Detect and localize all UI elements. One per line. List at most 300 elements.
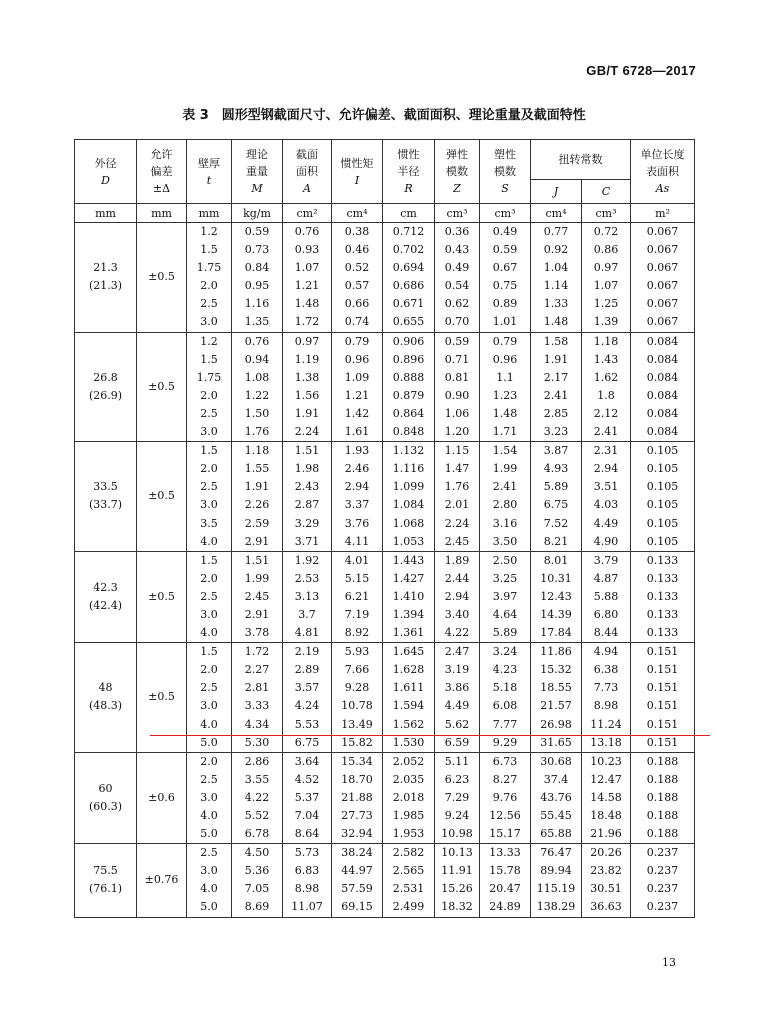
table-cell: 3.0	[187, 313, 232, 332]
table-cell: 0.73	[232, 241, 283, 259]
outer-diameter-alt: (76.1)	[88, 882, 123, 896]
table-cell: 2.0	[187, 570, 232, 588]
units-row	[75, 204, 695, 223]
table-cell: 10.23	[582, 752, 631, 771]
table-cell: 1.33	[531, 295, 582, 313]
table-row	[75, 332, 695, 351]
table-cell: 0.75	[480, 277, 531, 295]
table-cell: 1.56	[283, 387, 332, 405]
table-cell: 0.067	[631, 241, 695, 259]
table-cell: 3.76	[332, 515, 383, 533]
table-cell: 0.133	[631, 624, 695, 643]
table-cell: 15.78	[480, 862, 531, 880]
table-cell: 1.22	[232, 387, 283, 405]
table-cell: 0.067	[631, 295, 695, 313]
table-cell: 18.32	[435, 898, 480, 917]
table-cell: 0.72	[582, 223, 631, 242]
table-cell: 1.132	[383, 442, 435, 461]
header-symbol: D	[101, 173, 110, 187]
table-cell: 0.133	[631, 551, 695, 570]
table-cell: 12.56	[480, 807, 531, 825]
table-cell: 3.57	[283, 679, 332, 697]
table-cell: 0.96	[332, 351, 383, 369]
table-cell: 0.151	[631, 643, 695, 662]
table-cell: 0.76	[232, 332, 283, 351]
table-cell: 1.2	[187, 332, 232, 351]
table-cell: 1.75	[187, 259, 232, 277]
table-cell: 2.12	[582, 405, 631, 423]
table-cell: 0.92	[531, 241, 582, 259]
table-cell: 13.49	[332, 716, 383, 734]
table-cell: 1.48	[480, 405, 531, 423]
table-cell: 0.084	[631, 423, 695, 442]
table-cell: 17.84	[531, 624, 582, 643]
table-cell: 6.75	[283, 734, 332, 753]
header-label: 重量	[246, 165, 268, 178]
unit-cell: cm⁴	[531, 204, 582, 223]
table-cell: 0.151	[631, 697, 695, 715]
table-cell: 1.8	[582, 387, 631, 405]
table-cell: 5.89	[531, 478, 582, 496]
table-cell: 0.133	[631, 606, 695, 624]
table-cell: 5.37	[283, 789, 332, 807]
table-cell: 0.084	[631, 405, 695, 423]
table-cell: 1.1	[480, 369, 531, 387]
table-cell: 1.55	[232, 460, 283, 478]
table-cell: 0.084	[631, 387, 695, 405]
table-cell: 20.47	[480, 880, 531, 898]
table-cell: 2.81	[232, 679, 283, 697]
table-cell: 1.07	[582, 277, 631, 295]
table-cell: 4.22	[232, 789, 283, 807]
table-cell: 2.035	[383, 771, 435, 789]
table-cell: 1.5	[187, 442, 232, 461]
outer-diameter: 42.3	[93, 580, 118, 594]
header-label: 惯性矩	[340, 156, 374, 170]
header-plastic-modulus	[480, 140, 531, 204]
table-cell: 0.59	[435, 332, 480, 351]
unit-cell: cm³	[435, 204, 480, 223]
table-cell: 4.34	[232, 716, 283, 734]
table-row	[75, 643, 695, 662]
table-cell: 0.90	[435, 387, 480, 405]
table-cell: 2.27	[232, 661, 283, 679]
table-cell: 1.07	[283, 259, 332, 277]
table-cell: 0.848	[383, 423, 435, 442]
table-cell: 2.91	[232, 606, 283, 624]
table-cell: 0.084	[631, 369, 695, 387]
table-cell: 5.88	[582, 588, 631, 606]
table-cell: 9.24	[435, 807, 480, 825]
table-cell: 14.39	[531, 606, 582, 624]
table-cell: 1.99	[232, 570, 283, 588]
table-cell: 1.116	[383, 460, 435, 478]
table-cell: 26.98	[531, 716, 582, 734]
table-cell: 1.09	[332, 369, 383, 387]
table-row	[75, 752, 695, 771]
table-cell: 2.87	[283, 496, 332, 514]
table-cell: 0.97	[582, 259, 631, 277]
table-cell: 3.0	[187, 423, 232, 442]
table-cell: 2.5	[187, 679, 232, 697]
table-cell: 1.51	[232, 551, 283, 570]
header-symbol: t	[206, 173, 212, 187]
table-cell: 0.96	[480, 351, 531, 369]
table-cell: 3.24	[480, 643, 531, 662]
table-cell: 5.73	[283, 844, 332, 863]
table-cell: 0.76	[283, 223, 332, 242]
table-body	[75, 223, 695, 918]
table-cell: 1.20	[435, 423, 480, 442]
unit-cell: cm³	[582, 204, 631, 223]
table-cell: 1.08	[232, 369, 283, 387]
table-cell: 2.53	[283, 570, 332, 588]
table-cell: 0.79	[332, 332, 383, 351]
red-annotation-line	[150, 735, 710, 736]
table-cell: 7.05	[232, 880, 283, 898]
outer-diameter-cell	[75, 223, 137, 333]
table-cell: 2.80	[480, 496, 531, 514]
table-cell: 44.97	[332, 862, 383, 880]
table-cell: 1.54	[480, 442, 531, 461]
table-cell: 21.96	[582, 825, 631, 844]
table-cell: 1.75	[187, 369, 232, 387]
table-cell: 6.38	[582, 661, 631, 679]
table-cell: 0.151	[631, 661, 695, 679]
table-cell: 2.0	[187, 661, 232, 679]
header-label: 表面积	[646, 165, 679, 178]
table-cell: 31.65	[531, 734, 582, 753]
header-label: 弹性	[446, 148, 468, 161]
table-cell: 1.23	[480, 387, 531, 405]
table-cell: 6.23	[435, 771, 480, 789]
table-cell: 7.77	[480, 716, 531, 734]
table-cell: 2.41	[582, 423, 631, 442]
table-cell: 15.34	[332, 752, 383, 771]
table-cell: 4.81	[283, 624, 332, 643]
header-label: 塑性	[494, 148, 516, 161]
table-cell: 43.76	[531, 789, 582, 807]
table-cell: 8.69	[232, 898, 283, 917]
table-cell: 65.88	[531, 825, 582, 844]
table-cell: 1.76	[435, 478, 480, 496]
table-cell: 1.645	[383, 643, 435, 662]
table-cell: 1.91	[232, 478, 283, 496]
outer-diameter: 48	[98, 681, 113, 695]
table-cell: 24.89	[480, 898, 531, 917]
table-cell: 1.21	[283, 277, 332, 295]
header-radius-of-gyration	[383, 140, 435, 204]
table-cell: 3.23	[531, 423, 582, 442]
header-outer-diameter	[75, 140, 137, 204]
table-cell: 0.70	[435, 313, 480, 332]
table-cell: 12.43	[531, 588, 582, 606]
table-cell: 1.72	[232, 643, 283, 662]
table-cell: 12.47	[582, 771, 631, 789]
table-cell: 1.594	[383, 697, 435, 715]
table-cell: 0.62	[435, 295, 480, 313]
table-cell: 8.98	[582, 697, 631, 715]
table-cell: 0.71	[435, 351, 480, 369]
table-cell: 2.5	[187, 295, 232, 313]
table-cell: 3.97	[480, 588, 531, 606]
deviation-cell: ±0.5	[137, 223, 187, 333]
table-cell: 3.40	[435, 606, 480, 624]
table-cell: 0.896	[383, 351, 435, 369]
table-cell: 2.50	[480, 551, 531, 570]
outer-diameter-alt: (48.3)	[88, 699, 123, 713]
table-cell: 0.237	[631, 844, 695, 863]
table-cell: 0.105	[631, 478, 695, 496]
table-cell: 9.28	[332, 679, 383, 697]
table-cell: 4.03	[582, 496, 631, 514]
header-torsion-constant	[531, 140, 631, 180]
outer-diameter: 33.5	[93, 480, 118, 494]
table-cell: 8.92	[332, 624, 383, 643]
unit-cell: cm²	[283, 204, 332, 223]
table-cell: 2.86	[232, 752, 283, 771]
table-cell: 2.44	[435, 570, 480, 588]
table-cell: 2.45	[232, 588, 283, 606]
table-cell: 0.105	[631, 496, 695, 514]
table-cell: 1.5	[187, 241, 232, 259]
table-cell: 8.44	[582, 624, 631, 643]
table-cell: 5.93	[332, 643, 383, 662]
table-cell: 1.50	[232, 405, 283, 423]
table-cell: 4.87	[582, 570, 631, 588]
table-cell: 7.52	[531, 515, 582, 533]
table-cell: 1.06	[435, 405, 480, 423]
outer-diameter-cell	[75, 844, 137, 917]
table-cell: 1.91	[531, 351, 582, 369]
table-cell: 6.75	[531, 496, 582, 514]
deviation-cell: ±0.5	[137, 332, 187, 442]
table-cell: 0.133	[631, 588, 695, 606]
table-row	[75, 844, 695, 863]
table-cell: 1.2	[187, 223, 232, 242]
table-cell: 5.53	[283, 716, 332, 734]
header-label: 单位长度	[640, 148, 685, 161]
standard-code: GB/T 6728—2017	[586, 63, 696, 78]
table-cell: 3.0	[187, 789, 232, 807]
table-cell: 3.25	[480, 570, 531, 588]
table-cell: 1.5	[187, 351, 232, 369]
header-label: 面积	[296, 165, 318, 178]
table-cell: 0.105	[631, 442, 695, 461]
table-cell: 6.21	[332, 588, 383, 606]
table-cell: 0.084	[631, 351, 695, 369]
deviation-cell: ±0.76	[137, 844, 187, 917]
table-cell: 1.51	[283, 442, 332, 461]
table-cell: 1.053	[383, 533, 435, 552]
table-cell: 1.427	[383, 570, 435, 588]
table-cell: 2.45	[435, 533, 480, 552]
table-cell: 6.80	[582, 606, 631, 624]
table-cell: 2.052	[383, 752, 435, 771]
table-cell: 3.0	[187, 606, 232, 624]
table-cell: 1.98	[283, 460, 332, 478]
header-elastic-modulus	[435, 140, 480, 204]
table-cell: 2.91	[232, 533, 283, 552]
table-cell: 1.5	[187, 643, 232, 662]
table-cell: 0.38	[332, 223, 383, 242]
table-cell: 0.52	[332, 259, 383, 277]
table-cell: 0.59	[480, 241, 531, 259]
deviation-cell: ±0.5	[137, 442, 187, 552]
table-cell: 1.35	[232, 313, 283, 332]
table-cell: 1.611	[383, 679, 435, 697]
table-cell: 1.92	[283, 551, 332, 570]
deviation-cell: ±0.5	[137, 643, 187, 753]
table-cell: 0.188	[631, 825, 695, 844]
header-torsion-c: C	[582, 180, 631, 204]
table-cell: 1.39	[582, 313, 631, 332]
header-symbol: R	[404, 182, 413, 195]
table-cell: 1.628	[383, 661, 435, 679]
table-cell: 0.237	[631, 862, 695, 880]
table-cell: 9.29	[480, 734, 531, 753]
table-cell: 37.4	[531, 771, 582, 789]
table-cell: 2.41	[480, 478, 531, 496]
header-symbol: I	[354, 173, 360, 187]
table-cell: 0.66	[332, 295, 383, 313]
table-cell: 3.71	[283, 533, 332, 552]
table-cell: 8.21	[531, 533, 582, 552]
table-cell: 4.0	[187, 807, 232, 825]
table-cell: 1.099	[383, 478, 435, 496]
table-cell: 0.067	[631, 277, 695, 295]
table-cell: 1.47	[435, 460, 480, 478]
table-cell: 2.499	[383, 898, 435, 917]
table-cell: 10.13	[435, 844, 480, 863]
header-symbol: ±Δ	[152, 182, 171, 195]
table-cell: 7.19	[332, 606, 383, 624]
table-cell: 2.89	[283, 661, 332, 679]
header-deviation	[137, 140, 187, 204]
outer-diameter: 26.8	[93, 370, 118, 384]
table-cell: 0.86	[582, 241, 631, 259]
table-cell: 0.133	[631, 570, 695, 588]
outer-diameter-cell	[75, 551, 137, 642]
table-cell: 18.55	[531, 679, 582, 697]
table-cell: 7.66	[332, 661, 383, 679]
header-moment-of-inertia	[332, 140, 383, 204]
table-cell: 1.15	[435, 442, 480, 461]
table-cell: 1.01	[480, 313, 531, 332]
header-label: 允许	[150, 148, 173, 161]
unit-cell: cm	[383, 204, 435, 223]
table-cell: 5.52	[232, 807, 283, 825]
steel-section-table	[74, 139, 695, 918]
table-cell: 2.5	[187, 478, 232, 496]
table-cell: 3.0	[187, 496, 232, 514]
table-cell: 20.26	[582, 844, 631, 863]
table-cell: 1.42	[332, 405, 383, 423]
table-cell: 10.98	[435, 825, 480, 844]
header-surface-area	[631, 140, 695, 204]
table-cell: 18.48	[582, 807, 631, 825]
table-caption: 表 3 圆形型钢截面尺寸、允许偏差、截面面积、理论重量及截面特性	[182, 108, 586, 123]
table-cell: 1.5	[187, 551, 232, 570]
table-cell: 3.86	[435, 679, 480, 697]
table-cell: 0.686	[383, 277, 435, 295]
table-cell: 0.105	[631, 460, 695, 478]
unit-cell: m²	[631, 204, 695, 223]
table-cell: 1.21	[332, 387, 383, 405]
table-cell: 0.067	[631, 259, 695, 277]
unit-cell: mm	[187, 204, 232, 223]
table-cell: 3.0	[187, 697, 232, 715]
table-cell: 0.694	[383, 259, 435, 277]
header-label: 外径	[94, 156, 117, 170]
table-cell: 0.151	[631, 716, 695, 734]
table-cell: 8.27	[480, 771, 531, 789]
table-cell: 4.0	[187, 533, 232, 552]
table-cell: 0.906	[383, 332, 435, 351]
table-cell: 1.71	[480, 423, 531, 442]
table-cell: 0.084	[631, 332, 695, 351]
table-cell: 0.151	[631, 734, 695, 753]
table-cell: 0.57	[332, 277, 383, 295]
table-cell: 1.985	[383, 807, 435, 825]
table-cell: 1.361	[383, 624, 435, 643]
table-cell: 1.72	[283, 313, 332, 332]
table-row	[75, 442, 695, 461]
table-cell: 3.19	[435, 661, 480, 679]
table-cell: 8.64	[283, 825, 332, 844]
table-cell: 2.0	[187, 752, 232, 771]
table-cell: 0.59	[232, 223, 283, 242]
table-cell: 2.94	[332, 478, 383, 496]
table-cell: 0.54	[435, 277, 480, 295]
table-cell: 1.48	[531, 313, 582, 332]
table-cell: 3.5	[187, 515, 232, 533]
table-cell: 9.76	[480, 789, 531, 807]
outer-diameter: 60	[98, 781, 113, 795]
table-cell: 2.531	[383, 880, 435, 898]
table-cell: 89.94	[531, 862, 582, 880]
table-cell: 2.43	[283, 478, 332, 496]
header-area	[283, 140, 332, 204]
table-row	[75, 223, 695, 242]
table-cell: 5.62	[435, 716, 480, 734]
table-cell: 4.22	[435, 624, 480, 643]
table-cell: 1.18	[232, 442, 283, 461]
table-cell: 0.864	[383, 405, 435, 423]
table-cell: 30.51	[582, 880, 631, 898]
table-cell: 23.82	[582, 862, 631, 880]
table-cell: 30.68	[531, 752, 582, 771]
outer-diameter-alt: (26.9)	[88, 388, 123, 402]
outer-diameter-alt: (42.4)	[88, 598, 123, 612]
table-cell: 5.18	[480, 679, 531, 697]
table-cell: 2.24	[283, 423, 332, 442]
table-cell: 5.0	[187, 825, 232, 844]
table-cell: 1.93	[332, 442, 383, 461]
table-cell: 2.0	[187, 387, 232, 405]
table-cell: 2.018	[383, 789, 435, 807]
table-cell: 6.08	[480, 697, 531, 715]
table-cell: 4.24	[283, 697, 332, 715]
outer-diameter-cell	[75, 332, 137, 442]
table-cell: 0.43	[435, 241, 480, 259]
table-cell: 5.15	[332, 570, 383, 588]
header-symbol: Z	[453, 182, 461, 195]
table-cell: 1.99	[480, 460, 531, 478]
table-cell: 0.655	[383, 313, 435, 332]
table-cell: 2.47	[435, 643, 480, 662]
table-cell: 11.07	[283, 898, 332, 917]
